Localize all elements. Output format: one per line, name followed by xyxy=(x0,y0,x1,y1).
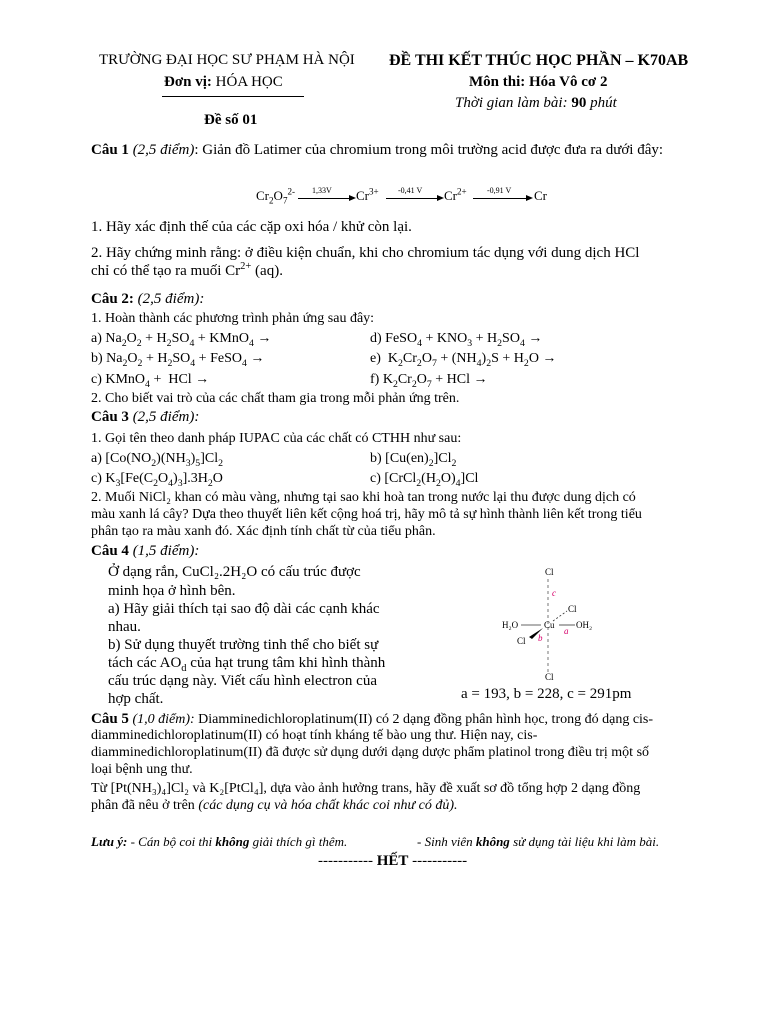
q4-line3: a) Hãy giải thích tại sao độ dài các cạnh khác xyxy=(108,601,380,617)
q3-title: Câu 3 xyxy=(91,409,129,425)
reaction-f: f) $K_2Cr_2O_7$ + HCl → xyxy=(370,372,488,390)
unit-value: HÓA HỌC xyxy=(215,74,283,90)
latimer-arrowhead-3 xyxy=(526,195,533,201)
latimer-arrowhead-1 xyxy=(349,195,356,201)
time-line xyxy=(455,95,617,112)
q4-line7: cấu trúc dạng này. Viết cấu hình electron của xyxy=(108,673,377,689)
q3-part2-line1: 2. Muối NiCl₂ khan có màu vàng, nhưng tại sao khi hoà tan trong nước lại thu được dung dịch có xyxy=(91,490,636,505)
latimer-arrow-1 xyxy=(298,198,350,199)
q2-part1: 1. Hoàn thành các phương trình phản ứng sau đây: xyxy=(91,311,375,326)
fig-caption: a = 193, b = 228, c = 291pm xyxy=(461,686,632,702)
reaction-e: e) $K_2Cr_2O_7 + (NH_4)_2S + H_2O$ → xyxy=(370,351,557,369)
cu-cl-right-bond xyxy=(553,611,567,621)
q5-line5: Từ [Pt(NH₃)₄]Cl₂ và K₂[PtCl₄], dựa vào ảnh hưởng trans, hãy đề xuất sơ đồ tổng hợp 2 dạng đồng xyxy=(91,781,641,796)
unit-label: Đơn vị: xyxy=(164,74,212,90)
q2-heading xyxy=(91,291,204,308)
q3-part2-line2: màu xanh lá cây? Dựa theo thuyết liên kết cộng hoá trị, hãy mô tả sự hình thành liên kết trong tiểu xyxy=(91,507,642,522)
fig-label-a: a xyxy=(564,626,569,636)
q4-line6: tách các $AO_d$ của hạt trung tâm khi hình thành xyxy=(108,655,386,674)
compound-b: b) $[Cu(en)_2]Cl_2$ xyxy=(370,451,457,469)
reaction-a: a) $Na_2O_2 + H_2SO_4$ + KMnO$_4$ → xyxy=(91,331,272,349)
q4-line8: hợp chất. xyxy=(108,691,164,707)
header-divider xyxy=(162,96,304,97)
q1-text: : Giản đồ Latimer của chromium trong môi trường acid được đưa ra dưới đây: xyxy=(194,142,664,158)
q3-points: (2,5 điểm): xyxy=(132,409,200,425)
fig-oh2-right: OH₂ xyxy=(576,620,593,630)
latimer-potential-2: -0,41 V xyxy=(398,186,423,195)
fig-h2o-left: H₂O xyxy=(502,620,519,630)
q2-part2: 2. Cho biết vai trò của các chất tham gia trong mỗi phản ứng trên. xyxy=(91,391,460,406)
q2-points: (2,5 điểm): xyxy=(137,291,205,307)
reaction-c: c) KMnO$_4$ + HCl → xyxy=(91,372,210,390)
q4-line2: minh họa ở hình bên. xyxy=(108,583,236,599)
q4-line5: b) Sử dụng thuyết trường tinh thể cho biết sự xyxy=(108,637,379,653)
q4-heading xyxy=(91,543,199,560)
latimer-arrowhead-2 xyxy=(437,195,444,201)
q1-title: Câu 1 xyxy=(91,142,129,158)
latimer-arrow-3 xyxy=(473,198,527,199)
fig-cl-bottom: Cl xyxy=(545,672,554,682)
latimer-species-1: $Cr_2O_7^{2-}$ xyxy=(256,186,296,206)
q5-line1: Câu 5 (1,0 điểm): Diamminedichloroplatinum(II) có 2 dạng đồng phân hình học, trong đó dạng cis- xyxy=(91,711,654,727)
q5-line4: loại bệnh ung thư. xyxy=(91,762,193,777)
fig-cl-right: Cl xyxy=(568,604,577,614)
latimer-potential-3: -0,91 V xyxy=(487,186,512,195)
fig-label-b: b xyxy=(538,633,543,643)
school-name: TRƯỜNG ĐẠI HỌC SƯ PHẠM HÀ NỘI xyxy=(99,52,355,68)
time-unit: phút xyxy=(590,95,617,111)
q5-title: Câu 5 xyxy=(91,711,129,727)
q3-part2-line3: phân tạo ra màu xanh đó. Xác định tính chất từ của tiểu phân. xyxy=(91,524,436,539)
footer-note-1: Lưu ý: - Cán bộ coi thi không giải thích gì thêm. xyxy=(91,834,348,849)
q5-line2: diamminedichloroplatinum(II) có hoạt tính kháng tế bào ung thư. Hiện nay, cis- xyxy=(91,728,538,743)
latimer-species-2: $Cr^{3+}$ xyxy=(356,186,379,203)
q3-part1: 1. Gọi tên theo danh pháp IUPAC của các chất có CTHH như sau: xyxy=(91,431,462,446)
time-label: Thời gian làm bài: xyxy=(455,95,568,111)
q1-intro xyxy=(91,141,713,160)
q4-title: Câu 4 xyxy=(91,543,129,559)
q4-points: (1,5 điểm): xyxy=(132,543,200,559)
reaction-d: d) FeSO$_4$ + $KNO_3 + H_2SO_4$ → xyxy=(370,331,543,349)
fig-cl-left: Cl xyxy=(517,636,526,646)
time-value: 90 xyxy=(571,95,587,111)
compound-c1: c) $K_3[Fe(C_2O_4)_3].3H_2O$ xyxy=(91,471,223,489)
q1-part2-line2: chỉ có thể tạo ra muối $Cr^{2+}$ (aq). xyxy=(91,261,283,279)
fig-label-c: c xyxy=(552,588,556,598)
subject-value: Hóa Vô cơ 2 xyxy=(529,74,608,90)
q1-part1: 1. Hãy xác định thế của các cặp oxi hóa / khử còn lại. xyxy=(91,219,412,235)
exam-title: ĐỀ THI KẾT THÚC HỌC PHẦN – K70AB xyxy=(389,52,689,69)
subject-label: Môn thi: xyxy=(469,74,526,90)
q5-line6: phân đã nêu ở trên (các dụng cụ và hóa chất khác coi như có đủ). xyxy=(91,798,458,813)
q4-line4: nhau. xyxy=(108,619,141,635)
exam-code: Đề số 01 xyxy=(204,112,258,128)
end-marker: ----------- HẾT ----------- xyxy=(318,853,468,869)
reaction-b: b) $Na_2O_2 + H_2SO_4$ + FeSO$_4$ → xyxy=(91,351,265,369)
q4-line1: Ở dạng rắn, CuCl₂.2H₂O có cấu trúc được xyxy=(108,564,361,580)
q1-points: (2,5 điểm) xyxy=(132,142,195,158)
q1-part2-line1: 2. Hãy chứng minh rằng: ở điều kiện chuẩn, khi cho chromium tác dụng với dung dịch HCl xyxy=(91,245,640,261)
latimer-arrow-2 xyxy=(386,198,438,199)
q2-title: Câu 2: xyxy=(91,291,134,307)
compound-c2: c) $[CrCl_2(H_2O)_4]Cl$ xyxy=(370,471,479,489)
footer-note-label: Lưu ý: xyxy=(91,834,128,849)
q3-heading xyxy=(91,409,199,426)
footer-note-2: - Sinh viên không sử dụng tài liệu khi làm bài. xyxy=(417,834,660,849)
fig-cu: Cu xyxy=(544,620,555,630)
q5-points: (1,0 điểm): xyxy=(132,712,195,727)
compound-a: a) $[Co(NO_2)(NH_3)_5]Cl_2$ xyxy=(91,451,223,469)
q5-line3: diamminedichloroplatinum(II) đã được sử dụng dưới dạng dược phẩm platinol trong điều trị một số xyxy=(91,745,650,760)
subject-line xyxy=(469,74,607,91)
unit-line xyxy=(164,74,283,91)
latimer-species-4: Cr xyxy=(534,188,547,203)
latimer-potential-1: 1,33V xyxy=(312,186,332,195)
fig-cl-top: Cl xyxy=(545,567,554,577)
latimer-species-3: $Cr^{2+}$ xyxy=(444,186,467,203)
